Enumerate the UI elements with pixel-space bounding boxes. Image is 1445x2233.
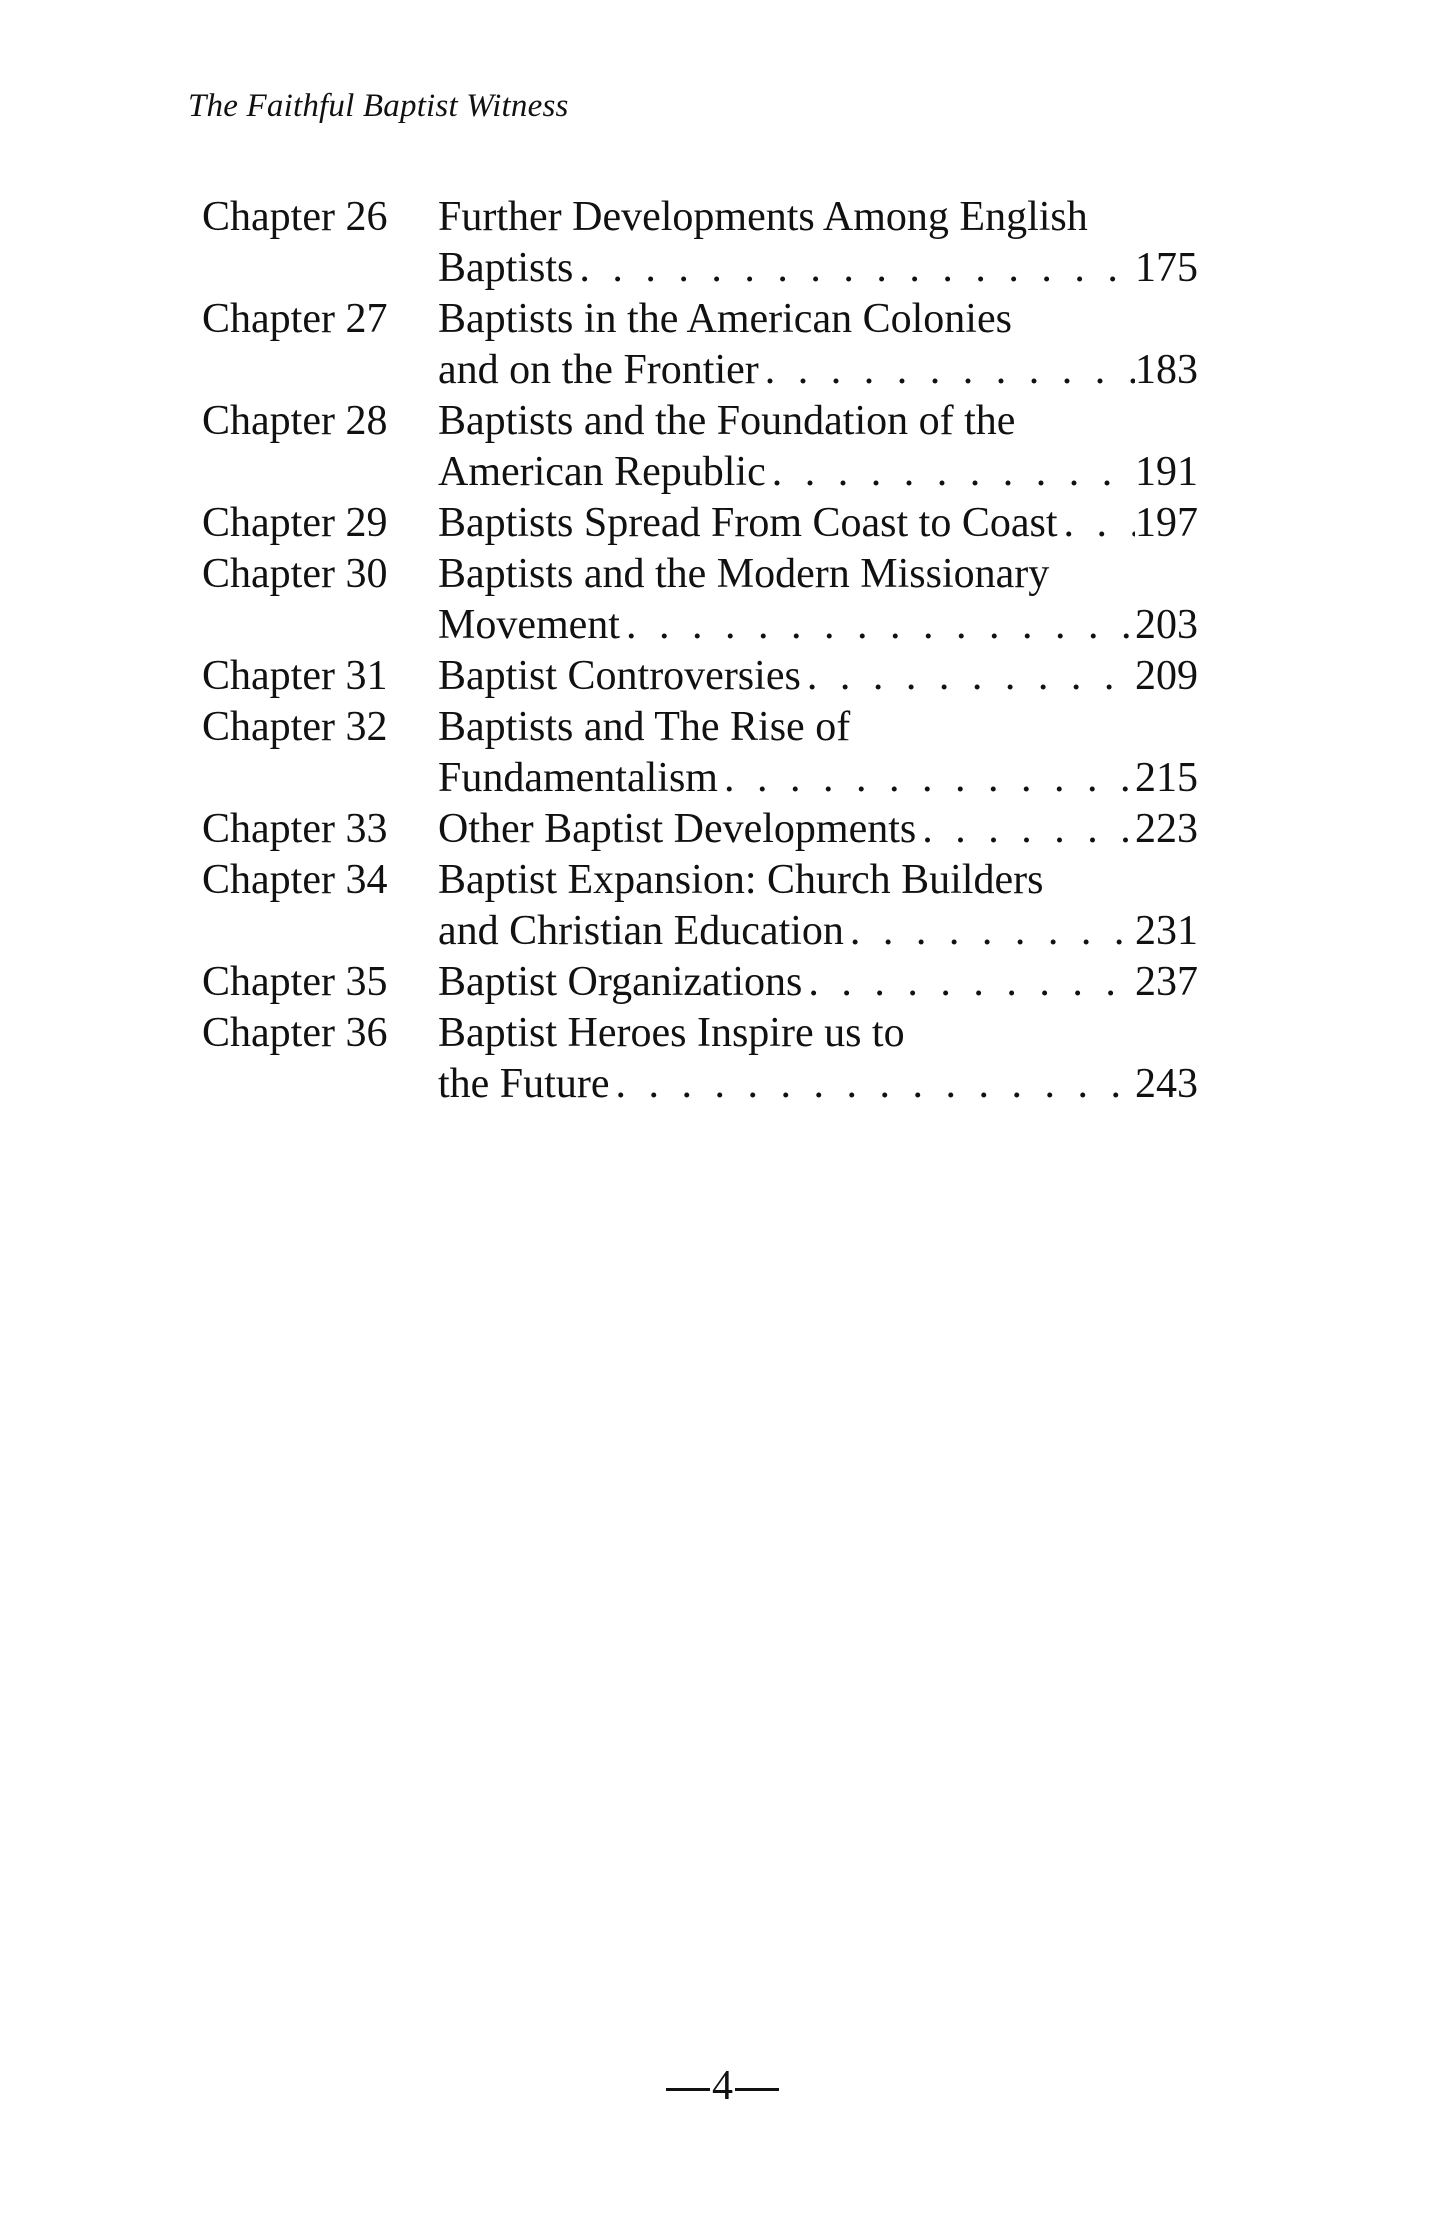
- chapter-page-number: 197: [1135, 500, 1198, 546]
- chapter-title-last-line: Baptists: [438, 245, 574, 291]
- dot-leader: [916, 804, 1135, 855]
- dot-leader: [620, 600, 1135, 651]
- dot-leader: [802, 957, 1135, 1008]
- chapter-title-last-line: and Christian Education: [438, 908, 844, 954]
- chapter-title-leader-line: [438, 804, 1198, 855]
- chapter-label: Chapter 30: [202, 551, 388, 597]
- chapter-label: Chapter 28: [202, 398, 388, 444]
- chapter-page-number: 183: [1135, 347, 1198, 393]
- toc-entry: [202, 294, 1202, 396]
- chapter-page-number: 191: [1135, 449, 1198, 495]
- chapter-title: [438, 549, 1198, 651]
- toc-entry: [202, 957, 1202, 1008]
- dot-leader: [718, 753, 1135, 804]
- chapter-title-last-line: Fundamentalism: [438, 755, 718, 801]
- chapter-page-number: 231: [1135, 908, 1198, 954]
- chapter-title-leader-line: [438, 447, 1198, 498]
- toc-entry: [202, 498, 1202, 549]
- chapter-label: Chapter 33: [202, 806, 388, 852]
- toc-entry: [202, 804, 1202, 855]
- chapter-title-line: Baptists and the Foundation of the: [438, 398, 1016, 444]
- chapter-page-number: 243: [1135, 1061, 1198, 1107]
- folio-dash-right: [735, 2088, 779, 2091]
- chapter-title-last-line: Other Baptist Developments: [438, 806, 917, 852]
- chapter-title-last-line: Baptists Spread From Coast to Coast: [438, 500, 1058, 546]
- chapter-label: Chapter 34: [202, 857, 388, 903]
- chapter-title-last-line: American Republic: [438, 449, 766, 495]
- chapter-title-line: Baptists and the Modern Missionary: [438, 551, 1050, 597]
- chapter-title-leader-line: [438, 345, 1198, 396]
- chapter-label: Chapter 35: [202, 959, 388, 1005]
- toc-entry: [202, 549, 1202, 651]
- chapter-title-last-line: and on the Frontier: [438, 347, 759, 393]
- toc-entry: [202, 651, 1202, 702]
- chapter-title: [438, 651, 1198, 702]
- chapter-title: [438, 192, 1198, 294]
- chapter-title-leader-line: [438, 957, 1198, 1008]
- chapter-page-number: 209: [1135, 653, 1198, 699]
- dot-leader: [801, 651, 1135, 702]
- chapter-title-last-line: the Future: [438, 1061, 610, 1107]
- chapter-title: [438, 498, 1198, 549]
- chapter-title: [438, 855, 1198, 957]
- running-head-title: The Faithful Baptist Witness: [188, 88, 569, 124]
- chapter-title: [438, 1008, 1198, 1110]
- chapter-label: Chapter 29: [202, 500, 388, 546]
- page-number: [0, 2062, 1445, 2110]
- toc-entry: [202, 396, 1202, 498]
- page-number-text: 4: [712, 2063, 733, 2109]
- chapter-title-leader-line: [438, 753, 1198, 804]
- chapter-title: [438, 804, 1198, 855]
- chapter-title-last-line: Movement: [438, 602, 620, 648]
- dot-leader: [759, 345, 1135, 396]
- chapter-title-line: Baptist Expansion: Church Builders: [438, 857, 1044, 903]
- dot-leader: [1058, 498, 1136, 549]
- chapter-title-leader-line: [438, 651, 1198, 702]
- chapter-title-last-line: Baptist Organizations: [438, 959, 803, 1005]
- toc-entry: [202, 1008, 1202, 1110]
- dot-leader: [609, 1059, 1135, 1110]
- chapter-title-line: Further Developments Among English: [438, 194, 1088, 240]
- chapter-page-number: 215: [1135, 755, 1198, 801]
- chapter-page-number: 237: [1135, 959, 1198, 1005]
- dot-leader: [766, 447, 1135, 498]
- chapter-title: [438, 702, 1198, 804]
- dot-leader: [573, 243, 1135, 294]
- chapter-title-leader-line: [438, 1059, 1198, 1110]
- chapter-label: Chapter 31: [202, 653, 388, 699]
- chapter-label: Chapter 27: [202, 296, 388, 342]
- toc-entry: [202, 192, 1202, 294]
- chapter-page-number: 175: [1135, 245, 1198, 291]
- chapter-title-leader-line: [438, 600, 1198, 651]
- chapter-page-number: 223: [1135, 806, 1198, 852]
- chapter-title-leader-line: [438, 906, 1198, 957]
- chapter-title: [438, 957, 1198, 1008]
- toc-entry: [202, 855, 1202, 957]
- table-of-contents: [202, 192, 1202, 1110]
- chapter-title-line: Baptists in the American Colonies: [438, 296, 1012, 342]
- toc-entry: [202, 702, 1202, 804]
- chapter-title-leader-line: [438, 243, 1198, 294]
- chapter-title-leader-line: [438, 498, 1198, 549]
- chapter-title-line: Baptists and The Rise of: [438, 704, 851, 750]
- folio-dash-left: [666, 2088, 710, 2091]
- chapter-label: Chapter 36: [202, 1010, 388, 1056]
- dot-leader: [844, 906, 1135, 957]
- chapter-label: Chapter 32: [202, 704, 388, 750]
- chapter-title: [438, 294, 1198, 396]
- chapter-title-last-line: Baptist Controversies: [438, 653, 801, 699]
- chapter-title-line: Baptist Heroes Inspire us to: [438, 1010, 905, 1056]
- chapter-page-number: 203: [1135, 602, 1198, 648]
- chapter-title: [438, 396, 1198, 498]
- chapter-label: Chapter 26: [202, 194, 388, 240]
